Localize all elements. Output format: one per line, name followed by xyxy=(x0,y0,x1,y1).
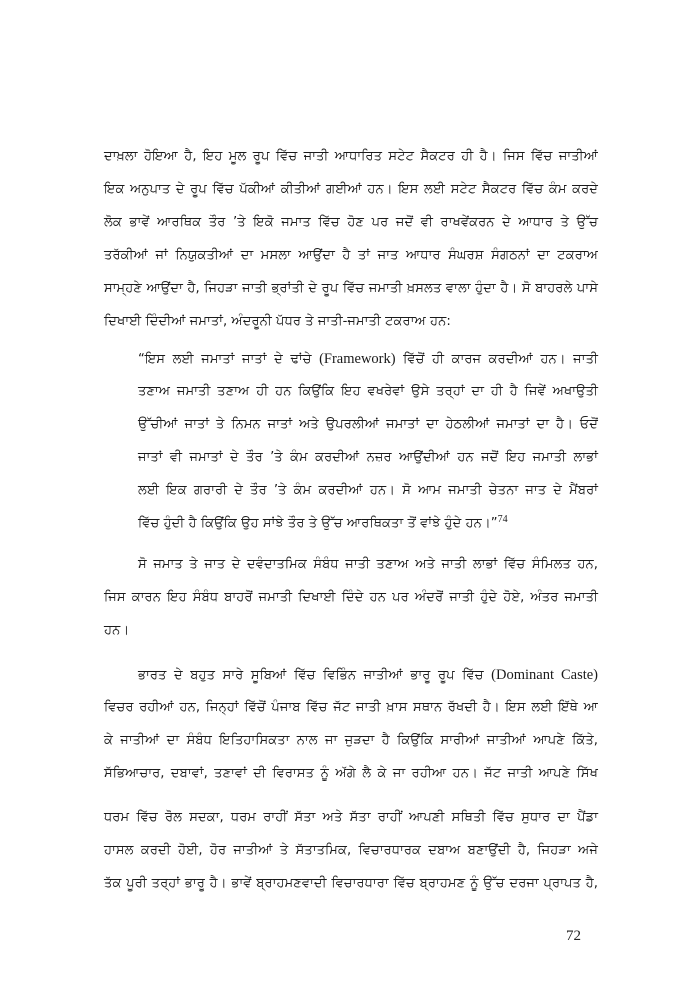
text-line: ਸਾਮ੍ਹਣੇ ਆਉਂਦਾ ਹੈ, ਜਿਹੜਾ ਜਾਤੀ ਭ੍ਰਾਂਤੀ ਦੇ ਰੂਪ ਵਿੱਚ ਜਮਾਤੀ ਖ਼ਸਲਤ ਵਾਲਾ ਹੁੰਦਾ ਹੈ। ਸੋ ਬਾਹਰਲੇ ਪਾਸੇ xyxy=(104,281,598,296)
text-line xyxy=(138,665,598,686)
quote-text: ਵਿੱਚ ਹੁੰਦੀ ਹੈ ਕਿਉਂਕਿ ਉਹ ਸਾਂਝੇ ਤੌਰ ਤੇ ਉੱਚ ਆਰਥਿਕਤਾ ਤੋਂ ਵਾਂਝੇ ਹੁੰਦੇ ਹਨ।” xyxy=(138,516,498,531)
text-line: ਹਨ। xyxy=(104,623,130,638)
quote-text: “ਇਸ ਲਈ ਜਮਾਤਾਂ ਜਾਤਾਂ ਦੇ ਢਾਂਚੇ xyxy=(138,352,320,367)
quote-line: ਉੱਚੀਆਂ ਜਾਤਾਂ ਤੇ ਨਿਮਨ ਜਾਤਾਂ ਅਤੇ ਉਪਰਲੀਆਂ ਜਮਾਤਾਂ ਦਾ ਹੇਠਲੀਆਂ ਜਮਾਤਾਂ ਦਾ ਹੈ। ਓਦੋਂ xyxy=(138,417,598,432)
text-line: ਲੋਕ ਭਾਵੇਂ ਆਰਥਿਕ ਤੌਰ ’ਤੇ ਇਕੋ ਜਮਾਤ ਵਿੱਚ ਹੋਣ ਪਰ ਜਦੋਂ ਵੀ ਰਾਖਵੇਂਕਰਨ ਦੇ ਆਧਾਰ ਤੇ ਉੱਚ xyxy=(104,215,598,230)
text-line: ਦਿਖਾਈ ਦਿੰਦੀਆਂ ਜਮਾਤਾਂ, ਅੰਦਰੂਨੀ ਪੱਧਰ ਤੇ ਜਾਤੀ-ਜਮਾਤੀ ਟਕਰਾਅ ਹਨ: xyxy=(104,314,451,329)
quote-line: ਜਾਤਾਂ ਵੀ ਜਮਾਤਾਂ ਦੇ ਤੌਰ ’ਤੇ ਕੰਮ ਕਰਦੀਆਂ ਨਜ਼ਰ ਆਉਂਦੀਆਂ ਹਨ ਜਦੋਂ ਇਹ ਜਮਾਤੀ ਲਾਭਾਂ xyxy=(138,450,598,465)
text-line: ਵਿਚਰ ਰਹੀਆਂ ਹਨ, ਜਿਨ੍ਹਾਂ ਵਿੱਚੋਂ ਪੰਜਾਬ ਵਿੱਚ ਜੱਟ ਜਾਤੀ ਖ਼ਾਸ ਸਥਾਨ ਰੱਖਦੀ ਹੈ। ਇਸ ਲਈ ਇੱਥੇ ਆ xyxy=(104,700,598,715)
latin-term: (Dominant Caste) xyxy=(491,667,599,683)
text-line: ਇਕ ਅਨੁਪਾਤ ਦੇ ਰੂਪ ਵਿੱਚ ਪੱਕੀਆਂ ਕੀਤੀਆਂ ਗਈਆਂ ਹਨ। ਇਸ ਲਈ ਸਟੇਟ ਸੈਕਟਰ ਵਿੱਚ ਕੰਮ ਕਰਦੇ xyxy=(104,182,598,197)
text-line: ਜਿਸ ਕਾਰਨ ਇਹ ਸੰਬੰਧ ਬਾਹਰੋਂ ਜਮਾਤੀ ਦਿਖਾਈ ਦਿੰਦੇ ਹਨ ਪਰ ਅੰਦਰੋਂ ਜਾਤੀ ਹੁੰਦੇ ਹੋਏ, ਅੰਤਰ ਜਮਾਤੀ xyxy=(104,590,598,605)
paragraph-text: ਭਾਰਤ ਦੇ ਬਹੁਤ ਸਾਰੇ ਸੂਬਿਆਂ ਵਿੱਚ ਵਿਭਿੰਨ ਜਾਤੀਆਂ ਭਾਰੂ ਰੂਪ ਵਿੱਚ xyxy=(138,668,492,683)
text-line: ਸੱਭਿਆਚਾਰ, ਦਬਾਵਾਂ, ਤਣਾਵਾਂ ਦੀ ਵਿਰਾਸਤ ਨੂੰ ਅੱਗੇ ਲੈ ਕੇ ਜਾ ਰਹੀਆ ਹਨ। ਜੱਟ ਜਾਤੀ ਆਪਣੇ ਸਿੱਖ xyxy=(104,766,598,781)
quote-line xyxy=(138,349,598,370)
quote-text: ਵਿੱਚੋਂ ਹੀ ਕਾਰਜ ਕਰਦੀਆਂ ਹਨ। ਜਾਤੀ xyxy=(395,352,598,367)
text-line: ਤਰੱਕੀਆਂ ਜਾਂ ਨਿਯੁਕਤੀਆਂ ਦਾ ਮਸਲਾ ਆਉਂਦਾ ਹੈ ਤਾਂ ਜਾਤ ਆਧਾਰ ਸੰਘਰਸ਼ ਸੰਗਠਨਾਂ ਦਾ ਟਕਰਾਅ xyxy=(104,248,598,263)
text-line: ਧਰਮ ਵਿੱਚ ਰੋਲ ਸਦਕਾ, ਧਰਮ ਰਾਹੀਂ ਸੱਤਾ ਅਤੇ ਸੱਤਾ ਰਾਹੀਂ ਆਪਣੀ ਸਥਿਤੀ ਵਿੱਚ ਸੁਧਾਰ ਦਾ ਪੈਂਡਾ xyxy=(104,810,598,825)
quote-line: ਲਈ ਇਕ ਗਰਾਰੀ ਦੇ ਤੌਰ ’ਤੇ ਕੰਮ ਕਰਦੀਆਂ ਹਨ। ਸੋ ਆਮ ਜਮਾਤੀ ਚੇਤਨਾ ਜਾਤ ਦੇ ਮੈਂਬਰਾਂ xyxy=(138,483,598,498)
footnote-reference[interactable]: 74 xyxy=(497,514,508,525)
text-line: ਦਾਖ਼ਲਾ ਹੋਇਆ ਹੈ, ਇਹ ਮੂਲ ਰੂਪ ਵਿੱਚ ਜਾਤੀ ਆਧਾਰਿਤ ਸਟੇਟ ਸੈਕਟਰ ਹੀ ਹੈ। ਜਿਸ ਵਿੱਚ ਜਾਤੀਆਂ xyxy=(104,149,598,164)
text-line: ਤੱਕ ਪੂਰੀ ਤਰ੍ਹਾਂ ਭਾਰੂ ਹੈ। ਭਾਵੇਂ ਬ੍ਰਾਹਮਣਵਾਦੀ ਵਿਚਾਰਧਾਰਾ ਵਿੱਚ ਬ੍ਰਾਹਮਣ ਨੂੰ ਉੱਚ ਦਰਜਾ ਪ੍ਰਾਪਤ ਹੈ, xyxy=(104,876,598,891)
text-line: ਹਾਸਲ ਕਰਦੀ ਹੋਈ, ਹੋਰ ਜਾਤੀਆਂ ਤੇ ਸੱਤਾਤਮਿਕ, ਵਿਚਾਰਧਾਰਕ ਦਬਾਅ ਬਣਾਉਂਦੀ ਹੈ, ਜਿਹੜਾ ਅਜੇ xyxy=(104,843,598,858)
quote-line: ਤਣਾਅ ਜਮਾਤੀ ਤਣਾਅ ਹੀ ਹਨ ਕਿਉਂਕਿ ਇਹ ਵਖਰੇਵਾਂ ਉਸੇ ਤਰ੍ਹਾਂ ਦਾ ਹੀ ਹੈ ਜਿਵੇਂ ਅਖਾਉਤੀ xyxy=(138,384,598,399)
quote-line xyxy=(138,514,598,534)
text-line: ਕੇ ਜਾਤੀਆਂ ਦਾ ਸੰਬੰਧ ਇਤਿਹਾਸਿਕਤਾ ਨਾਲ ਜਾ ਜੁੜਦਾ ਹੈ ਕਿਉਂਕਿ ਸਾਰੀਆਂ ਜਾਤੀਆਂ ਆਪਣੇ ਕਿੱਤੇ, xyxy=(104,733,598,748)
text-line: ਸੋ ਜਮਾਤ ਤੇ ਜਾਤ ਦੇ ਦਵੰਦਾਤਮਿਕ ਸੰਬੰਧ ਜਾਤੀ ਤਣਾਅ ਅਤੇ ਜਾਤੀ ਲਾਭਾਂ ਵਿੱਚ ਸੰਮਿਲਤ ਹਨ, xyxy=(138,557,598,572)
quote-latin-term: (Framework) xyxy=(319,351,396,367)
page-number: 72 xyxy=(566,928,581,944)
